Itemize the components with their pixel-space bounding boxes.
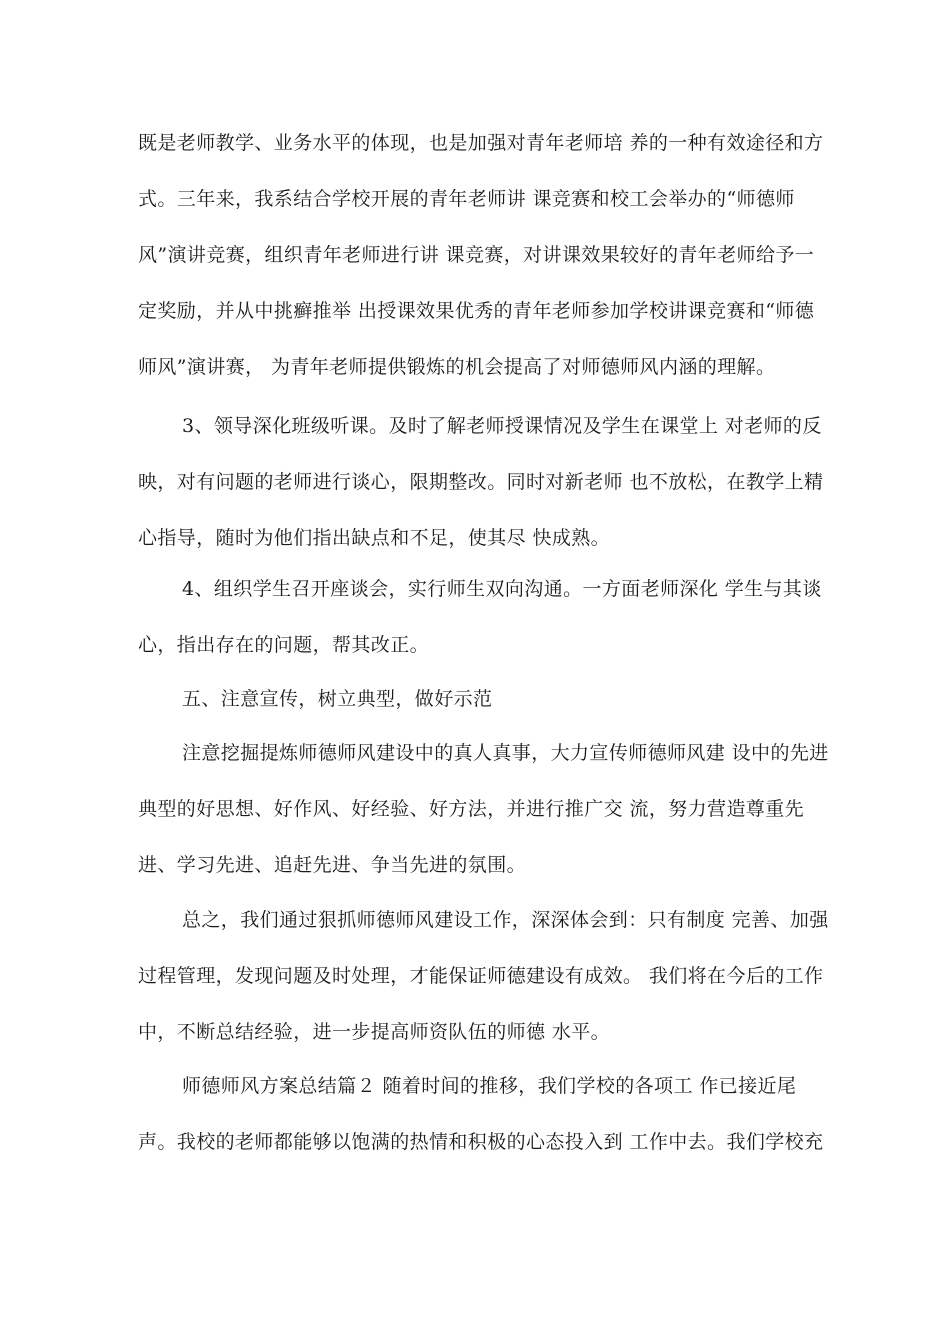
text-line: 师风”演讲赛， 为青年老师提供锻炼的机会提高了对师德师风内涵的理解。 (138, 356, 776, 378)
text-line: 心，指出存在的问题，帮其改正。 (138, 634, 430, 656)
section-heading: 五、注意宣传，树立典型，做好示范 (182, 688, 493, 710)
text-line: 式。三年来，我系结合学校开展的青年老师讲 课竞赛和校工会举办的“师德师 (138, 188, 795, 210)
text-line: 3、领导深化班级听课。及时了解老师授课情况及学生在课堂上 对老师的反 (182, 415, 822, 437)
text-line: 师德师风方案总结篇２ 随着时间的推移，我们学校的各项工 作已接近尾 (182, 1075, 797, 1097)
text-line: 风”演讲竞赛，组织青年老师进行讲 课竞赛，对讲课效果较好的青年老师给予一 (138, 244, 815, 266)
text-line: 4、组织学生召开座谈会，实行师生双向沟通。一方面老师深化 学生与其谈 (182, 578, 822, 600)
text-line: 注意挖掘提炼师德师风建设中的真人真事，大力宣传师德师风建 设中的先进 (182, 742, 829, 764)
text-line: 心指导，随时为他们指出缺点和不足，使其尽 快成熟。 (138, 527, 611, 549)
text-line: 过程管理，发现问题及时处理，才能保证师德建设有成效。 我们将在今后的工作 (138, 965, 824, 987)
text-line: 映，对有问题的老师进行谈心，限期整改。同时对新老师 也不放松，在教学上精 (138, 471, 824, 493)
text-line: 典型的好思想、好作风、好经验、好方法，并进行推广交 流，努力营造尊重先 (138, 798, 805, 820)
text-line: 总之，我们通过狠抓师德师风建设工作，深深体会到：只有制度 完善、加强 (182, 909, 829, 931)
text-line: 声。我校的老师都能够以饱满的热情和积极的心态投入到 工作中去。我们学校充 (138, 1131, 824, 1153)
text-line: 定奖励，并从中挑癣推举 出授课效果优秀的青年老师参加学校讲课竞赛和“师德 (138, 300, 815, 322)
text-line: 进、学习先进、追赶先进、争当先进的氛围。 (138, 854, 527, 876)
text-line: 既是老师教学、业务水平的体现，也是加强对青年老师培 养的一种有效途径和方 (138, 132, 824, 154)
text-line: 中，不断总结经验，进一步提高师资队伍的师德 水平。 (138, 1021, 611, 1043)
